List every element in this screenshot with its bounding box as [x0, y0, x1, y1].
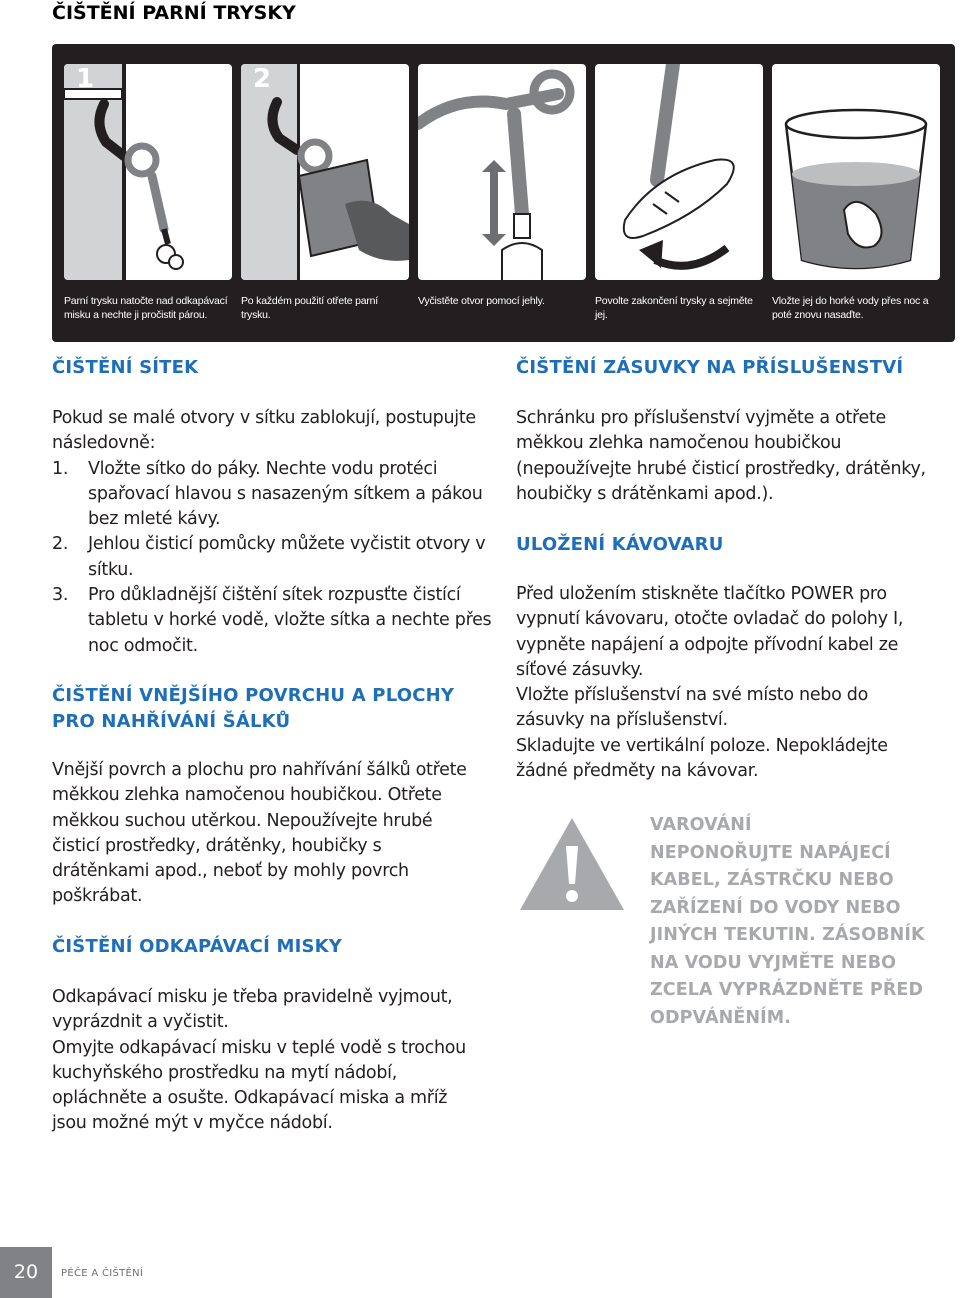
step-2-illustration — [241, 64, 409, 280]
storage-text-1: Před uložením stiskněte tlačítko POWER pro vypnutí kávovaru, otočte ovladač do polohy I, vypněte napájení a odpojte přívodní kabel ze síťové zásuvky. — [516, 584, 904, 680]
filters-title-text: ČIŠTĚNÍ SÍTEK — [52, 357, 199, 378]
step-5-number: 5 — [784, 64, 803, 94]
unscrew-wand-tip-illustration — [595, 64, 763, 280]
clean-with-needle-illustration — [418, 64, 586, 280]
filters-intro: Pokud se malé otvory v sítku zablokují, postupujte následovně: — [52, 408, 476, 454]
storage-body — [516, 582, 941, 784]
step-3-caption: Vyčistěte otvor pomocí jehly. — [418, 295, 545, 307]
warning-text: NEPONOŘUJTE NAPÁJECÍ KABEL, ZÁSTRČKU NEBO ZAŘÍZENÍ DO VODY NEBO JINÝCH TEKUTIN. ZÁSOBNÍK NA VODU VYJMĚTE NEBO ZCELA VYPRÁZDNĚTE PŘED ODPVÁNĚNÍM. — [650, 842, 925, 1028]
list-item: 1. Vložte sítko do páky. Nechte vodu protéci spařovací hlavou s nasazeným sítkem a pákou bez mleté kávy. — [52, 458, 483, 530]
drawer-title: ČIŠTĚNÍ ZÁSUVKY NA PŘÍSLUŠENSTVÍ — [516, 357, 904, 378]
list-item: 3. Pro důkladnější čištění sítek rozpusťte čistící tabletu v horké vodě, vložte sítka a nechte přes noc odmočit. — [52, 585, 492, 656]
drawer-text: Schránku pro příslušenství vyjměte a otřete měkkou zlehka namočenou houbičkou (nepoužívejte hrubé čisticí prostředky, drátěnky, houbičky s drátěnkami apod.). — [516, 408, 926, 504]
page-heading: ČIŠTĚNÍ PARNÍ TRYSKY — [52, 2, 296, 24]
drip-text-1: Odkapávací misku je třeba pravidelně vyjmout, vyprázdnit a vyčistit. — [52, 987, 453, 1033]
filters-body — [52, 406, 497, 659]
step-4-number: 4 — [607, 64, 626, 94]
drawer-body — [516, 406, 936, 507]
step-1-illustration — [64, 64, 232, 280]
exterior-text: Vnější povrch a plochu pro nahřívání šálků otřete měkkou zlehka namočenou houbičkou. Otřete měkkou suchou utěrkou. Nepoužívejte hrubé čisticí prostředky, drátěnky, houbičky s drátěnkami apod., neboť by mohly povrch poškrábat. — [52, 760, 467, 907]
drip-title: ČIŠTĚNÍ ODKAPÁVACÍ MISKY — [52, 936, 343, 957]
warning-block — [650, 812, 950, 1032]
step-1-number: 1 — [76, 64, 95, 94]
footer-section-label: PÉČE A ČIŠTĚNÍ — [61, 1268, 144, 1279]
step-4-caption: Povolte zakončení trysky a sejměte jej. — [595, 295, 753, 321]
step-2 — [241, 64, 409, 322]
step-2-number: 2 — [253, 64, 272, 94]
step-5 — [772, 64, 940, 322]
step-5-caption: Vložte jej do horké vody přes noc a poté znovu nasaďte. — [772, 295, 929, 321]
step-4 — [595, 64, 763, 322]
page-number: 20 — [0, 1247, 52, 1298]
filters-title — [52, 355, 198, 381]
drip-body — [52, 985, 472, 1137]
step-3-illustration — [418, 64, 586, 280]
step-3-number: 3 — [430, 64, 449, 94]
step-1-caption: Parní trysku natočte nad odkapávací misku a nechte ji pročistit párou. — [64, 295, 228, 321]
storage-text-3: Skladujte ve vertikální poloze. Nepokládejte žádné předměty na kávovar. — [516, 735, 888, 782]
step-5-illustration — [772, 64, 940, 280]
step-3 — [418, 64, 586, 308]
steam-wand-over-tray-illustration — [64, 64, 232, 280]
step-4-illustration — [595, 64, 763, 280]
steam-wand-steps-panel — [52, 44, 955, 342]
drip-text-2: Omyjte odkapávací misku v teplé vodě s trochou kuchyňského prostředku na mytí nádobí, opláchněte a osušte. Odkapávací miska a mříž jsou možné mýt v myčce nádobí. — [52, 1037, 466, 1134]
wipe-wand-with-cloth-illustration — [241, 64, 409, 280]
filters-steps-list — [52, 457, 497, 659]
step-2-caption: Po každém použití otřete parní trysku. — [241, 295, 378, 321]
exterior-body — [52, 758, 472, 910]
storage-title: ULOŽENÍ KÁVOVARU — [516, 534, 724, 555]
warning-triangle-icon — [516, 814, 628, 914]
soak-tip-in-water-illustration — [772, 64, 940, 280]
warning-title: VAROVÁNÍ — [650, 815, 752, 835]
exterior-title: ČIŠTĚNÍ VNĚJŠÍHO POVRCHU A PLOCHY PRO NAHŘÍVÁNÍ ŠÁLKŮ — [52, 685, 455, 732]
storage-text-2: Vložte příslušenství na své místo nebo do zásuvky na příslušenství. — [516, 685, 868, 731]
step-1 — [64, 64, 232, 322]
list-item: 2. Jehlou čisticí pomůcky můžete vyčistit otvory v sítku. — [52, 534, 486, 580]
